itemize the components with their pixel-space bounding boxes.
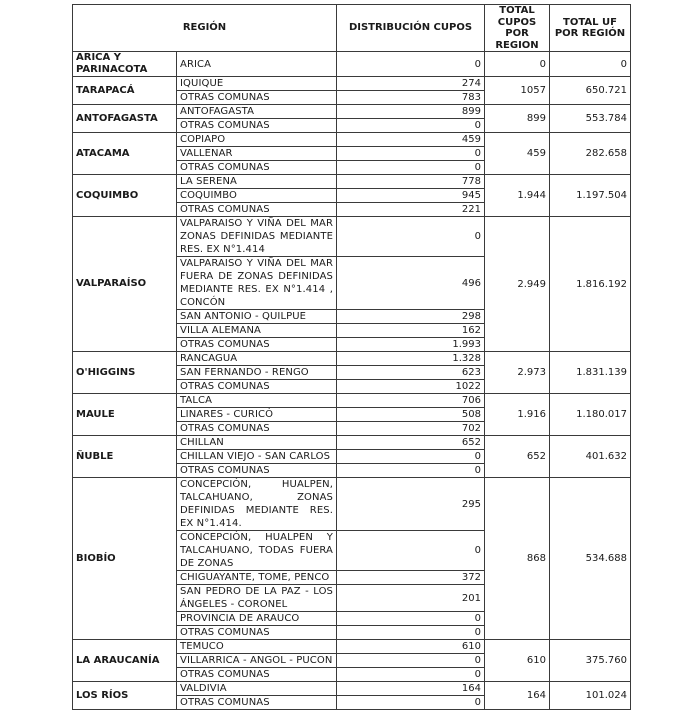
comuna-name: OTRAS COMUNAS bbox=[177, 422, 337, 436]
comuna-name: OTRAS COMUNAS bbox=[177, 696, 337, 710]
region-total-uf: 0 bbox=[550, 52, 631, 77]
comuna-cupos: 162 bbox=[337, 324, 485, 338]
header-region: REGIÓN bbox=[73, 5, 337, 52]
comuna-cupos: 702 bbox=[337, 422, 485, 436]
table-row bbox=[73, 133, 631, 147]
region-name: LA ARAUCANÍA bbox=[73, 640, 177, 682]
region-total-cupos: 610 bbox=[485, 640, 550, 682]
comuna-cupos: 1.328 bbox=[337, 352, 485, 366]
comuna-name: CHILLAN bbox=[177, 436, 337, 450]
region-total-cupos: 164 bbox=[485, 682, 550, 710]
region-name: ARICA Y PARINACOTA bbox=[73, 52, 177, 77]
comuna-cupos: 652 bbox=[337, 436, 485, 450]
comuna-cupos: 706 bbox=[337, 394, 485, 408]
region-total-cupos: 1057 bbox=[485, 77, 550, 105]
table-row bbox=[73, 175, 631, 189]
table-row bbox=[73, 394, 631, 408]
comuna-cupos: 298 bbox=[337, 310, 485, 324]
comuna-cupos: 0 bbox=[337, 217, 485, 257]
region-total-uf: 1.816.192 bbox=[550, 217, 631, 352]
comuna-name: LINARES - CURICÓ bbox=[177, 408, 337, 422]
region-name: COQUIMBO bbox=[73, 175, 177, 217]
comuna-cupos: 221 bbox=[337, 203, 485, 217]
region-name: O'HIGGINS bbox=[73, 352, 177, 394]
comuna-name: CHILLAN VIEJO - SAN CARLOS bbox=[177, 450, 337, 464]
region-total-cupos: 899 bbox=[485, 105, 550, 133]
table-row bbox=[73, 436, 631, 450]
comuna-cupos: 0 bbox=[337, 119, 485, 133]
comuna-name: CONCEPCIÓN, HUALPEN Y TALCAHUANO, TODAS FUERA DE ZONAS bbox=[177, 531, 337, 571]
comuna-cupos: 0 bbox=[337, 147, 485, 161]
comuna-name: OTRAS COMUNAS bbox=[177, 338, 337, 352]
region-total-cupos: 652 bbox=[485, 436, 550, 478]
comuna-name: ARICA bbox=[177, 52, 337, 77]
comuna-cupos: 459 bbox=[337, 133, 485, 147]
comuna-name: COPIAPO bbox=[177, 133, 337, 147]
comuna-name: OTRAS COMUNAS bbox=[177, 119, 337, 133]
header-distribucion-cupos: DISTRIBUCIÓN CUPOS bbox=[337, 5, 485, 52]
region-total-uf: 401.632 bbox=[550, 436, 631, 478]
region-name: MAULE bbox=[73, 394, 177, 436]
comuna-cupos: 372 bbox=[337, 571, 485, 585]
comuna-cupos: 778 bbox=[337, 175, 485, 189]
comuna-name: IQUIQUE bbox=[177, 77, 337, 91]
comuna-cupos: 0 bbox=[337, 612, 485, 626]
comuna-cupos: 508 bbox=[337, 408, 485, 422]
comuna-cupos: 274 bbox=[337, 77, 485, 91]
comuna-name: VALDIVIA bbox=[177, 682, 337, 696]
table-row bbox=[73, 77, 631, 91]
header-total-cupos: TOTAL CUPOS POR REGION bbox=[485, 5, 550, 52]
comuna-cupos: 0 bbox=[337, 52, 485, 77]
comuna-name: SAN FERNANDO - RENGO bbox=[177, 366, 337, 380]
comuna-name: OTRAS COMUNAS bbox=[177, 626, 337, 640]
region-total-uf: 1.831.139 bbox=[550, 352, 631, 394]
comuna-cupos: 623 bbox=[337, 366, 485, 380]
comuna-name: OTRAS COMUNAS bbox=[177, 464, 337, 478]
comuna-name: SAN ANTONIO - QUILPUE bbox=[177, 310, 337, 324]
region-name: BIOBÍO bbox=[73, 478, 177, 640]
comuna-name: OTRAS COMUNAS bbox=[177, 380, 337, 394]
table-row bbox=[73, 52, 631, 77]
comuna-name: CONCEPCIÓN, HUALPEN, TALCAHUANO, ZONAS DEFINIDAS MEDIANTE RES. EX N°1.414. bbox=[177, 478, 337, 531]
comuna-cupos: 0 bbox=[337, 161, 485, 175]
region-name: VALPARAÍSO bbox=[73, 217, 177, 352]
region-total-cupos: 0 bbox=[485, 52, 550, 77]
comuna-name: VALPARAISO Y VIÑA DEL MAR ZONAS DEFINIDAS MEDIANTE RES. EX N°1.414 bbox=[177, 217, 337, 257]
comuna-name: SAN PEDRO DE LA PAZ - LOS ÁNGELES - CORONEL bbox=[177, 585, 337, 612]
region-name: LOS RÍOS bbox=[73, 682, 177, 710]
comuna-name: COQUIMBO bbox=[177, 189, 337, 203]
comuna-name: LA SERENA bbox=[177, 175, 337, 189]
region-total-cupos: 1.916 bbox=[485, 394, 550, 436]
comuna-name: TALCA bbox=[177, 394, 337, 408]
region-total-cupos: 459 bbox=[485, 133, 550, 175]
region-name: ATACAMA bbox=[73, 133, 177, 175]
comuna-cupos: 0 bbox=[337, 450, 485, 464]
comuna-name: OTRAS COMUNAS bbox=[177, 161, 337, 175]
comuna-cupos: 899 bbox=[337, 105, 485, 119]
comuna-name: VILLARRICA - ANGOL - PUCON bbox=[177, 654, 337, 668]
comuna-cupos: 295 bbox=[337, 478, 485, 531]
comuna-cupos: 0 bbox=[337, 668, 485, 682]
comuna-name: RANCAGUA bbox=[177, 352, 337, 366]
table-row bbox=[73, 478, 631, 531]
comuna-cupos: 945 bbox=[337, 189, 485, 203]
region-total-cupos: 2.973 bbox=[485, 352, 550, 394]
cupos-distribution-table bbox=[72, 4, 631, 710]
region-total-uf: 650.721 bbox=[550, 77, 631, 105]
region-name: ANTOFAGASTA bbox=[73, 105, 177, 133]
comuna-name: VALPARAISO Y VIÑA DEL MAR FUERA DE ZONAS DEFINIDAS MEDIANTE RES. EX N°1.414 , CONCÓN bbox=[177, 257, 337, 310]
region-total-uf: 282.658 bbox=[550, 133, 631, 175]
comuna-name: OTRAS COMUNAS bbox=[177, 668, 337, 682]
region-total-uf: 1.197.504 bbox=[550, 175, 631, 217]
table-row bbox=[73, 640, 631, 654]
comuna-cupos: 496 bbox=[337, 257, 485, 310]
table-row bbox=[73, 217, 631, 257]
comuna-name: OTRAS COMUNAS bbox=[177, 203, 337, 217]
region-total-uf: 534.688 bbox=[550, 478, 631, 640]
comuna-cupos: 783 bbox=[337, 91, 485, 105]
table-row bbox=[73, 352, 631, 366]
comuna-cupos: 0 bbox=[337, 696, 485, 710]
comuna-name: PROVINCIA DE ARAUCO bbox=[177, 612, 337, 626]
comuna-cupos: 164 bbox=[337, 682, 485, 696]
comuna-cupos: 0 bbox=[337, 654, 485, 668]
region-total-uf: 375.760 bbox=[550, 640, 631, 682]
region-total-uf: 553.784 bbox=[550, 105, 631, 133]
comuna-name: CHIGUAYANTE, TOME, PENCO bbox=[177, 571, 337, 585]
table-body bbox=[73, 52, 631, 710]
region-total-uf: 1.180.017 bbox=[550, 394, 631, 436]
table-row bbox=[73, 682, 631, 696]
comuna-name: OTRAS COMUNAS bbox=[177, 91, 337, 105]
comuna-cupos: 0 bbox=[337, 626, 485, 640]
region-name: ÑUBLE bbox=[73, 436, 177, 478]
comuna-cupos: 1.993 bbox=[337, 338, 485, 352]
region-total-cupos: 868 bbox=[485, 478, 550, 640]
comuna-cupos: 610 bbox=[337, 640, 485, 654]
comuna-name: ANTOFAGASTA bbox=[177, 105, 337, 119]
comuna-name: TEMUCO bbox=[177, 640, 337, 654]
region-total-uf: 101.024 bbox=[550, 682, 631, 710]
header-total-uf: TOTAL UF POR REGIÓN bbox=[550, 5, 631, 52]
region-total-cupos: 1.944 bbox=[485, 175, 550, 217]
comuna-cupos: 0 bbox=[337, 531, 485, 571]
header-row bbox=[73, 5, 631, 52]
comuna-cupos: 0 bbox=[337, 464, 485, 478]
region-name: TARAPACÁ bbox=[73, 77, 177, 105]
table-row bbox=[73, 105, 631, 119]
comuna-name: VALLENAR bbox=[177, 147, 337, 161]
region-total-cupos: 2.949 bbox=[485, 217, 550, 352]
comuna-cupos: 201 bbox=[337, 585, 485, 612]
comuna-name: VILLA ALEMANA bbox=[177, 324, 337, 338]
comuna-cupos: 1022 bbox=[337, 380, 485, 394]
